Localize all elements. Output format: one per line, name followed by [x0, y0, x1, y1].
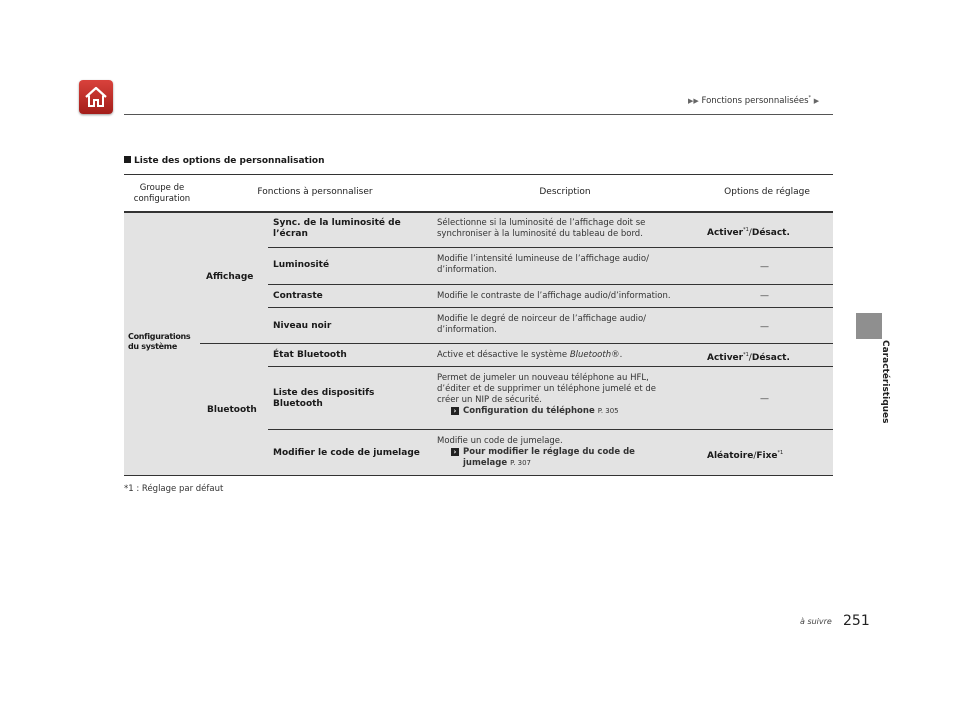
option-separator: /: [748, 228, 752, 238]
option-value: [707, 225, 790, 239]
section-title-text: Liste des options de personnalisation: [134, 156, 325, 166]
reference-title: Pour modifier le réglage du code de: [463, 447, 635, 457]
description: [437, 436, 635, 469]
function-name: [273, 388, 374, 410]
subgroup-bluetooth: Bluetooth: [207, 405, 257, 415]
option-footnote-ref: *1: [777, 450, 784, 456]
description: [437, 314, 646, 336]
continued-label: à suivre: [800, 617, 832, 626]
function-name: [273, 218, 401, 240]
description-text: ®.: [611, 350, 623, 360]
row-divider: [268, 307, 833, 308]
description: [437, 373, 656, 417]
group-label-line: Configurations: [128, 332, 191, 341]
function-name-line: Bluetooth: [273, 399, 323, 409]
breadcrumb-sup: *: [808, 95, 812, 101]
function-name: Contraste: [273, 291, 323, 301]
function-name-line: Sync. de la luminosité de: [273, 218, 401, 228]
description-line: Modifie le degré de noirceur de l’affichage audio/: [437, 314, 647, 324]
header-options: Options de réglage: [724, 187, 810, 197]
description-line: Modifie l’intensité lumineuse de l’affichage audio/: [437, 254, 649, 264]
section-title: [124, 156, 325, 166]
function-name-line: Liste des dispositifs: [273, 388, 375, 398]
option-a: Activer: [707, 228, 744, 238]
description-text: Active et désactive le système: [437, 350, 568, 360]
description-line: d’information.: [437, 265, 497, 275]
option-footnote-ref: *1: [743, 352, 749, 358]
option-value: [707, 350, 790, 364]
description: [437, 218, 645, 240]
option-a: Aléatoire: [707, 451, 754, 461]
home-icon: [83, 84, 109, 110]
option-footnote-ref: *1: [743, 227, 749, 233]
row-divider: [268, 429, 833, 430]
reference-page: P. 307: [510, 459, 532, 467]
header-group-line: configuration: [133, 194, 191, 204]
header-divider: [124, 114, 833, 115]
row-divider: [200, 343, 833, 344]
option-b: Désact.: [751, 228, 790, 238]
reference-arrow-icon: ›: [451, 448, 459, 456]
reference-page: P. 305: [597, 407, 619, 415]
description: Modifie le contraste de l’affichage audio/d’information.: [437, 291, 671, 301]
breadcrumb[interactable]: [688, 95, 819, 106]
header-description: Description: [539, 187, 591, 197]
function-name: Niveau noir: [273, 321, 332, 331]
description-line: d’éditer et de supprimer un téléphone jumelé et de: [437, 384, 656, 394]
section-tab[interactable]: [856, 313, 882, 339]
description-line: créer un NIP de sécurité.: [437, 395, 542, 405]
option-b: Fixe: [756, 451, 778, 461]
description-line: Sélectionne si la luminosité de l’affichage doit se: [437, 218, 646, 228]
section-tab-label: Caractéristiques: [880, 340, 890, 424]
description: [437, 254, 649, 276]
cross-reference-link[interactable]: [451, 406, 656, 417]
cross-reference-link[interactable]: [451, 447, 635, 458]
description-italic: Bluetooth: [569, 350, 612, 360]
square-bullet-icon: [124, 156, 131, 163]
reference-arrow-icon: ›: [451, 407, 459, 415]
breadcrumb-arrow-icon: ▶▶: [688, 96, 699, 105]
header-functions: Fonctions à personnaliser: [257, 187, 373, 197]
header-group-line: Groupe de: [139, 183, 185, 193]
row-divider: [268, 284, 833, 285]
reference-title: Configuration du téléphone: [463, 406, 595, 416]
description: [437, 350, 622, 361]
option-a: Activer: [707, 353, 744, 363]
header-group: [124, 183, 200, 205]
function-name: État Bluetooth: [273, 350, 347, 360]
subgroup-affichage: Affichage: [206, 272, 254, 282]
option-separator: /: [753, 451, 757, 461]
option-b: Désact.: [751, 353, 790, 363]
function-name: Luminosité: [273, 260, 330, 270]
cross-reference-link-cont[interactable]: [463, 458, 635, 469]
description-line: synchroniser à la luminosité du tableau de bord.: [437, 229, 643, 239]
function-name-line: l’écran: [273, 229, 308, 239]
home-button[interactable]: [79, 80, 113, 114]
row-divider: [268, 247, 833, 248]
option-value: —: [760, 394, 769, 404]
function-name: Modifier le code de jumelage: [273, 448, 420, 458]
description-line: Modifie un code de jumelage.: [437, 436, 563, 446]
group-label: [128, 332, 190, 352]
option-value: —: [760, 262, 769, 272]
description-line: d’information.: [437, 325, 497, 335]
table-top-rule: [124, 174, 833, 175]
option-separator: /: [748, 353, 752, 363]
option-value: —: [760, 291, 769, 301]
footnote: *1 : Réglage par défaut: [124, 484, 224, 494]
page-number: 251: [843, 613, 870, 629]
option-value: —: [760, 322, 769, 332]
row-divider: [268, 366, 833, 367]
breadcrumb-arrow-icon: ▶: [813, 96, 820, 105]
option-value: [707, 448, 783, 462]
table-bottom-rule: [124, 475, 833, 476]
breadcrumb-label: Fonctions personnalisées: [701, 95, 809, 106]
description-line: Permet de jumeler un nouveau téléphone au HFL,: [437, 373, 649, 383]
group-label-line: du système: [128, 342, 177, 351]
reference-title: jumelage: [463, 458, 508, 468]
